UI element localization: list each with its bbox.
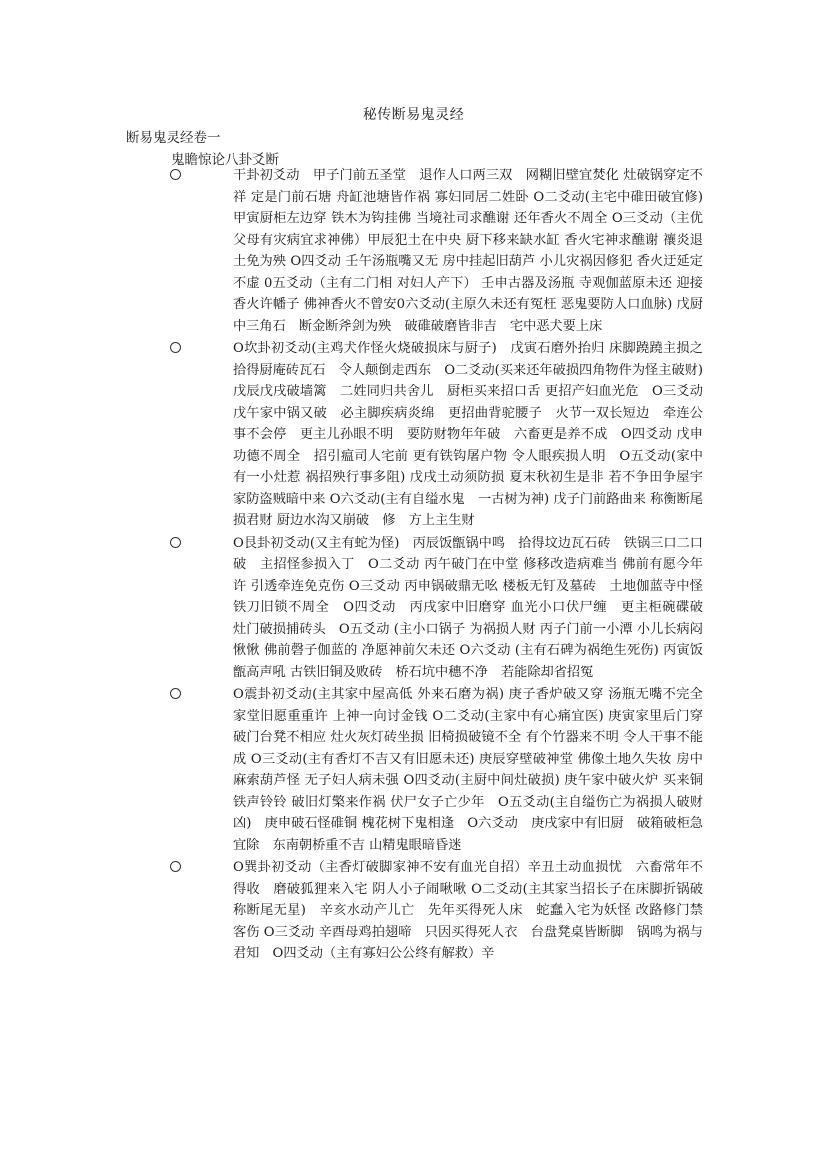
entry-gen <box>0 533 827 684</box>
entry-zhen <box>0 684 827 856</box>
entry-text: O巽卦初爻动（主香灯破脚家神不安有血光自招）辛丑土动血损忧 六畜常年不得收 磨破狐狸来入宅 阴人小子闹啾啾 O二爻动(主其家当招长子在床脚折锅破称断尾无星) 辛亥水动产儿亡 先年买得死人床 蛇蠢入宅为妖怪 改路修门禁客伤 O三爻动 辛酉母鸡拍翅啼 只因买得死人衣 台盘凳桌皆断脚 锅鸣为祸与君知 O四爻动（主有寡妇公公终有解救）辛 <box>233 860 703 961</box>
entry-text: O震卦初爻动(主其家中屋高低 外来石磨为祸) 庚子香炉破又穿 汤瓶无嘴不完全 家堂旧愿重重许 上神一向讨金钱 O二爻动(主家中有心痛宜医) 庚寅家里后门穿 破门台凳不相应 灶火灰灯砖坐损 旧椅损破镜不全 有个竹器来不明 令人干事不能成 O三爻动(主有香灯不吉又有旧愿未还) 庚辰穿壁破神堂 佛像土地久失妆 房中麻索葫芦怪 无子妇人病未强 O四爻动(主厨中间灶破损) 庚午家中破火炉 买来铜铁声铃铃 破旧灯檠来作祸 伏尸女子亡少年 O五爻动(主自缢伤亡为祸损人破财凶) 庚申破石怪碓铜 槐花树下鬼相逢 O六爻动 庚戌家中有旧厨 破箱破柜急宜除 东南朝桥重不吉 山精鬼眼暗昏迷 <box>233 687 703 853</box>
circle-marker-icon <box>170 169 181 180</box>
circle-marker-icon <box>170 537 181 548</box>
circle-marker-icon <box>170 342 181 353</box>
entry-xun <box>0 857 827 965</box>
entry-text: 干卦初爻动 甲子门前五圣堂 退作人口两三双 网糊旧壁宜焚化 灶破锅穿定不祥 定是门前石塘 舟缸池塘皆作祸 寡妇同居二姓卧 O二爻动(主宅中碓田破宜修) 甲寅厨柜左边穿 铁木为钩挂佛 当境社司求醮谢 还年香火不周全 O三爻动（主优父母有灾病宜求神佛）甲辰犯土在中央 厨下移来缺水缸 香火宅神求醮谢 禳炎退土免为殃 O四爻动 壬午汤瓶嘴又无 房中挂起旧葫芦 小儿灾祸因修犯 香火迂延定不虚 0五爻动（主有二门相 对妇人产下） 壬申古器及汤瓶 寺观伽蓝原未还 迎接香火许幡子 佛神香火不曾安0六爻动(主原久未还有冤枉 恶鬼要防人口血脉) 戊厨中三角石 断金断斧剑为殃 破碓破磨皆非吉 宅中恶犬要上床 <box>233 168 703 334</box>
entry-qian <box>0 165 827 337</box>
trigram-entries <box>0 165 827 966</box>
document-title: 秘传断易鬼灵经 <box>362 107 465 123</box>
circle-marker-icon <box>170 861 181 872</box>
entry-kan <box>0 338 827 532</box>
entry-text: O艮卦初爻动(又主有蛇为怪) 丙辰饭甑锅中鸣 拾得坟边瓦石砖 铁锅三口二口破 主招怪参损入丁 O二爻动 丙午破门在中堂 修移改造病难当 佛前有愿今年许 引透牵连免克伤 O三爻动 丙申锅破鼎无吆 楼板无钉及墓砖 土地伽蓝寺中怪 铁刀旧锁不周全 O四爻动 丙戌家中旧磨穿 血光小口伏尸缠 更主柜碗碟破 灶门破损捕砖头 O五爻动 (主小口锅子 为祸损人财 丙子门前一小潭 小儿长病闷愀愀 佛前磬子伽蓝的 净愿神前欠未还 O六爻动 (主有石碑为祸绝生死伤) 丙寅饭甑高声吼 古铁旧铜及败砖 桥石坑中穗不净 若能除却省招冤 <box>233 535 717 680</box>
entry-text: O坎卦初爻动(主鸡犬作怪火烧破损床与厨子) 戊寅石磨外抬归 床脚蹺蹺主损之 拾得厨庵砖瓦石 令人颠倒走西东 O二爻动(买来还年破损四角物件为怪主破财) 戊辰戊戌破墙篱 二姓同归共舍儿 厨柜买来招口舌 更招产妇血光危 O三爻动 戊午家中锅又破 必主脚疾病炎绵 更招曲背驼腰子 火节一双长短边 牵连公事不会停 更主儿孙眼不明 要防财物年年破 六畜更是养不成 O四爻动 戊申功德不周全 招引瘟司人宅前 更有铁钩屠户物 令人眼疾损人明 O五爻动(家中有一小灶惹 祸招殃行事多阻) 戊戌土动须防损 夏末秋初生是非 若不争田争屋宇 家防盗贼暗中来 O六爻动(主有自缢水鬼 一古树为神) 戊子门前路曲来 称衡断尾损君财 厨边水沟又崩破 修 方上主生财 <box>233 341 717 528</box>
circle-marker-icon <box>170 688 181 699</box>
volume-heading: 断易鬼灵经卷一 <box>126 130 221 146</box>
section-heading: 鬼瞻惊论八卦爻断 <box>171 152 279 168</box>
